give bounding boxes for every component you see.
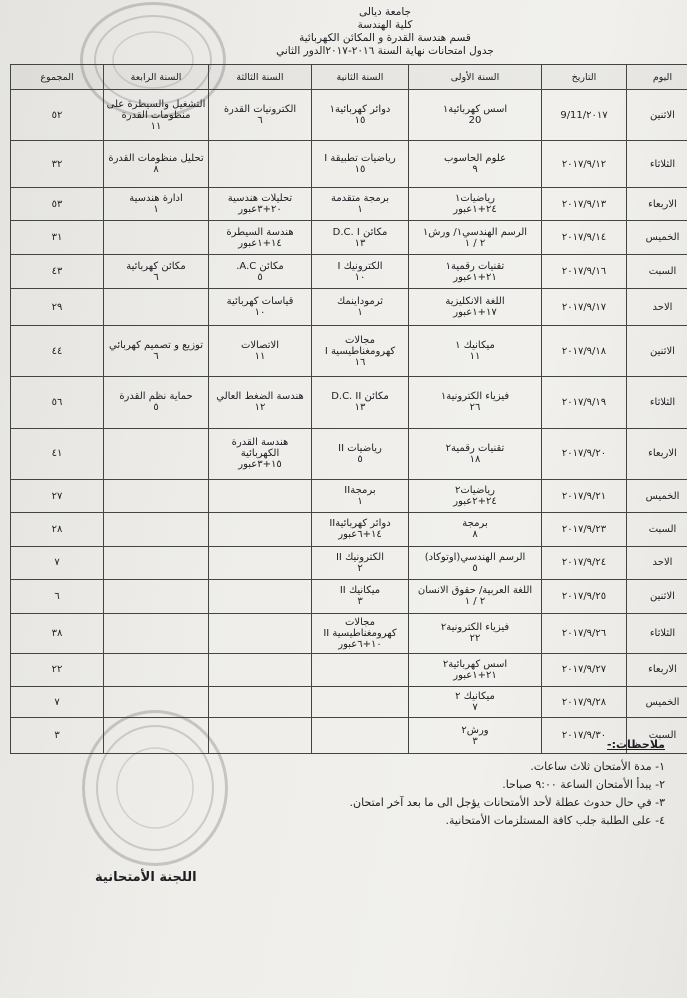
cell-year2: مكائن D.C. I ١٣ — [312, 221, 409, 254]
cell-total: ٤٤ — [11, 326, 104, 377]
cell-year1: برمجة ٨ — [409, 513, 542, 546]
university-name: جامعة ديالى — [358, 6, 412, 18]
cell-day: الخميس — [627, 221, 687, 254]
cell-date: ٢٠١٧/9/11 — [542, 90, 627, 141]
cell-total: ٥٦ — [11, 377, 104, 428]
cell-total: ٥٢ — [11, 90, 104, 141]
cell-total: ٢٩ — [11, 289, 104, 326]
cell-day: السبت — [627, 718, 687, 754]
exam-schedule-table — [10, 64, 687, 754]
table-row — [11, 580, 687, 613]
cell-date: ٢٠١٧/٩/١٣ — [542, 188, 627, 221]
cell-year2: دوائر كهربائية١ ١٥ — [312, 90, 409, 141]
cell-year4: تحليل منظومات القدرة ٨ — [104, 141, 209, 188]
cell-year2: ثرموداينمك ١ — [312, 289, 409, 326]
cell-date: ٢٠١٧/٩/٢٦ — [542, 613, 627, 653]
col-header-year3: السنة الثالثة — [209, 65, 312, 90]
note-item: ٣- في حال حدوث عطلة لأحد الأمتحانات يؤجل الى ما بعد آخر امتحان. — [349, 796, 665, 809]
cell-year4: توزيع و تصميم كهربائي ٦ — [104, 326, 209, 377]
note-item: ٤- على الطلبة جلب كافة المستلزمات الأمتحانية. — [445, 814, 665, 827]
col-header-year2: السنة الثانية — [312, 65, 409, 90]
cell-day: الثلاثاء — [627, 377, 687, 428]
cell-year2: مجالات كهرومغناطيسية II ١٠+٦عبور — [312, 613, 409, 653]
cell-day: الاحد — [627, 546, 687, 579]
cell-date: ٢٠١٧/٩/١٨ — [542, 326, 627, 377]
col-header-year1: السنة الأولى — [409, 65, 542, 90]
col-header-total: المجموع — [11, 65, 104, 90]
cell-year2: برمجة متقدمة ١ — [312, 188, 409, 221]
schedule-title: جدول امتحانات نهاية السنة ٢٠١٦-٢٠١٧الدور الثاني — [276, 45, 494, 57]
cell-year1: اللغة الانكليزية ١٧+١عبور — [409, 289, 542, 326]
cell-date: ٢٠١٧/٩/٢٠ — [542, 428, 627, 479]
cell-year4 — [104, 513, 209, 546]
cell-year1: اللغة العربية/ حقوق الانسان ٢ / ١ — [409, 580, 542, 613]
cell-year2 — [312, 653, 409, 686]
cell-year2: برمجةII ١ — [312, 479, 409, 512]
cell-year1: فيزياء الكترونية١ ٢٦ — [409, 377, 542, 428]
cell-day: الثلاثاء — [627, 141, 687, 188]
cell-year3: تحليلات هندسية ٢٠+٣عبور — [209, 188, 312, 221]
cell-year3 — [209, 513, 312, 546]
cell-date: ٢٠١٧/٩/١٧ — [542, 289, 627, 326]
cell-year3 — [209, 613, 312, 653]
col-header-day: اليوم — [627, 65, 687, 90]
table-row — [11, 188, 687, 221]
cell-year4 — [104, 653, 209, 686]
cell-year2: الكترونيك I ١٠ — [312, 254, 409, 289]
table-row — [11, 428, 687, 479]
cell-year2: ميكانيك II ٣ — [312, 580, 409, 613]
cell-year4 — [104, 546, 209, 579]
cell-date: ٢٠١٧/٩/٣٠ — [542, 718, 627, 754]
cell-year4: مكائن كهربائية ٦ — [104, 254, 209, 289]
cell-year3 — [209, 479, 312, 512]
cell-total: ٣ — [11, 718, 104, 754]
cell-total: ٣١ — [11, 221, 104, 254]
cell-year3: الاتصالات ١١ — [209, 326, 312, 377]
cell-year4: حماية نظم القدرة ٥ — [104, 377, 209, 428]
notes-title: ملاحظات:- — [607, 738, 665, 751]
cell-year4 — [104, 580, 209, 613]
cell-year2: رياضيات II ٥ — [312, 428, 409, 479]
cell-year4: التشغيل والسيطرة على منظومات القدرة ١١ — [104, 90, 209, 141]
col-header-date: التاريخ — [542, 65, 627, 90]
cell-year1: تقنيات رقمية٢ ١٨ — [409, 428, 542, 479]
cell-total: ٤٣ — [11, 254, 104, 289]
cell-year2: الكترونيك II ٢ — [312, 546, 409, 579]
cell-day: الثلاثاء — [627, 613, 687, 653]
table-body — [11, 90, 687, 754]
cell-date: ٢٠١٧/٩/١٩ — [542, 377, 627, 428]
cell-year1: الرسم الهندسي١/ ورش١ ٢ / ١ — [409, 221, 542, 254]
cell-day: الاثنين — [627, 326, 687, 377]
cell-total: ٣٢ — [11, 141, 104, 188]
cell-year1: تقنيات رقمية١ ٢١+١عبور — [409, 254, 542, 289]
cell-year4 — [104, 428, 209, 479]
cell-day: الخميس — [627, 687, 687, 718]
cell-year1: ميكانيك ٢ ٧ — [409, 687, 542, 718]
cell-year2: مجالات كهرومغناطيسية I ١٦ — [312, 326, 409, 377]
cell-date: ٢٠١٧/٩/٢٣ — [542, 513, 627, 546]
cell-total: ٦ — [11, 580, 104, 613]
cell-year1: رياضيات٢ ٢٤+٢عبور — [409, 479, 542, 512]
cell-day: الاربعاء — [627, 653, 687, 686]
cell-date: ٢٠١٧/٩/٢٨ — [542, 687, 627, 718]
cell-day: الاثنين — [627, 580, 687, 613]
cell-year4 — [104, 221, 209, 254]
cell-day: السبت — [627, 254, 687, 289]
table-row — [11, 546, 687, 579]
cell-year2 — [312, 687, 409, 718]
cell-year3 — [209, 141, 312, 188]
table-row — [11, 613, 687, 653]
department-name: قسم هندسة القدرة و المكائن الكهربائية — [299, 32, 471, 44]
cell-year3: هندسة السيطرة ١٤+١عبور — [209, 221, 312, 254]
cell-day: الاربعاء — [627, 428, 687, 479]
cell-year1: اسس كهربائية١ 20 — [409, 90, 542, 141]
cell-year3: الكترونيات القدرة ٦ — [209, 90, 312, 141]
cell-total: ٧ — [11, 546, 104, 579]
cell-date: ٢٠١٧/٩/٢١ — [542, 479, 627, 512]
college-name: كلية الهندسة — [357, 19, 413, 31]
cell-year3: هندسة الضغط العالي ١٢ — [209, 377, 312, 428]
cell-year4 — [104, 289, 209, 326]
cell-year1: علوم الحاسوب ٩ — [409, 141, 542, 188]
cell-year3 — [209, 687, 312, 718]
cell-total: ٤١ — [11, 428, 104, 479]
cell-date: ٢٠١٧/٩/٢٥ — [542, 580, 627, 613]
note-item: ١- مدة الأمتحان ثلاث ساعات. — [530, 760, 665, 773]
cell-total: ٧ — [11, 687, 104, 718]
cell-year3: هندسة القدرة الكهربائية ١٥+٣عبور — [209, 428, 312, 479]
cell-total: ٣٨ — [11, 613, 104, 653]
table-row — [11, 326, 687, 377]
cell-year4 — [104, 613, 209, 653]
table-row — [11, 479, 687, 512]
table-row — [11, 687, 687, 718]
cell-day: الاحد — [627, 289, 687, 326]
cell-total: ٢٧ — [11, 479, 104, 512]
cell-year4 — [104, 687, 209, 718]
table-row — [11, 90, 687, 141]
cell-year2: دوائر كهربائيةII ١٤+٦عبور — [312, 513, 409, 546]
cell-year3: مكائن A.C. ٥ — [209, 254, 312, 289]
table-row — [11, 221, 687, 254]
note-item: ٢- يبدأ الأمتحان الساعة ٩:٠٠ صباحا. — [502, 778, 665, 791]
table-row — [11, 513, 687, 546]
cell-year2: رياضيات تطبيقة I ١٥ — [312, 141, 409, 188]
table-row — [11, 254, 687, 289]
committee-signature: اللجنة الأمتحانية — [95, 870, 197, 885]
cell-year1: رياضيات١ ٢٤+١عبور — [409, 188, 542, 221]
cell-day: الاثنين — [627, 90, 687, 141]
cell-year1: ميكانيك ١ ١١ — [409, 326, 542, 377]
cell-date: ٢٠١٧/٩/١٢ — [542, 141, 627, 188]
cell-total: ٥٣ — [11, 188, 104, 221]
cell-date: ٢٠١٧/٩/٢٧ — [542, 653, 627, 686]
cell-date: ٢٠١٧/٩/١٦ — [542, 254, 627, 289]
cell-year3: قياسات كهربائية ١٠ — [209, 289, 312, 326]
cell-date: ٢٠١٧/٩/٢٤ — [542, 546, 627, 579]
table-row — [11, 141, 687, 188]
cell-total: ٢٨ — [11, 513, 104, 546]
cell-day: الاربعاء — [627, 188, 687, 221]
table-row — [11, 653, 687, 686]
cell-year1: الرسم الهندسي(اوتوكاد) ٥ — [409, 546, 542, 579]
cell-total: ٢٢ — [11, 653, 104, 686]
cell-year1: اسس كهربائية٢ ٢١+١عبور — [409, 653, 542, 686]
cell-year3 — [209, 580, 312, 613]
cell-year4 — [104, 479, 209, 512]
cell-date: ٢٠١٧/٩/١٤ — [542, 221, 627, 254]
cell-day: السبت — [627, 513, 687, 546]
cell-year3 — [209, 546, 312, 579]
table-row — [11, 289, 687, 326]
table-row — [11, 377, 687, 428]
cell-year1: ورش٢ ٣ — [409, 718, 542, 754]
table-header-row — [11, 65, 687, 90]
cell-year3 — [209, 653, 312, 686]
cell-day: الخميس — [627, 479, 687, 512]
cell-year2: مكائن D.C. II ١٣ — [312, 377, 409, 428]
cell-year4: ادارة هندسية ١ — [104, 188, 209, 221]
document-header — [150, 6, 620, 58]
col-header-year4: السنة الرابعة — [104, 65, 209, 90]
cell-year1: فيزياء الكترونية٢ ٢٢ — [409, 613, 542, 653]
notes-section — [105, 736, 665, 830]
